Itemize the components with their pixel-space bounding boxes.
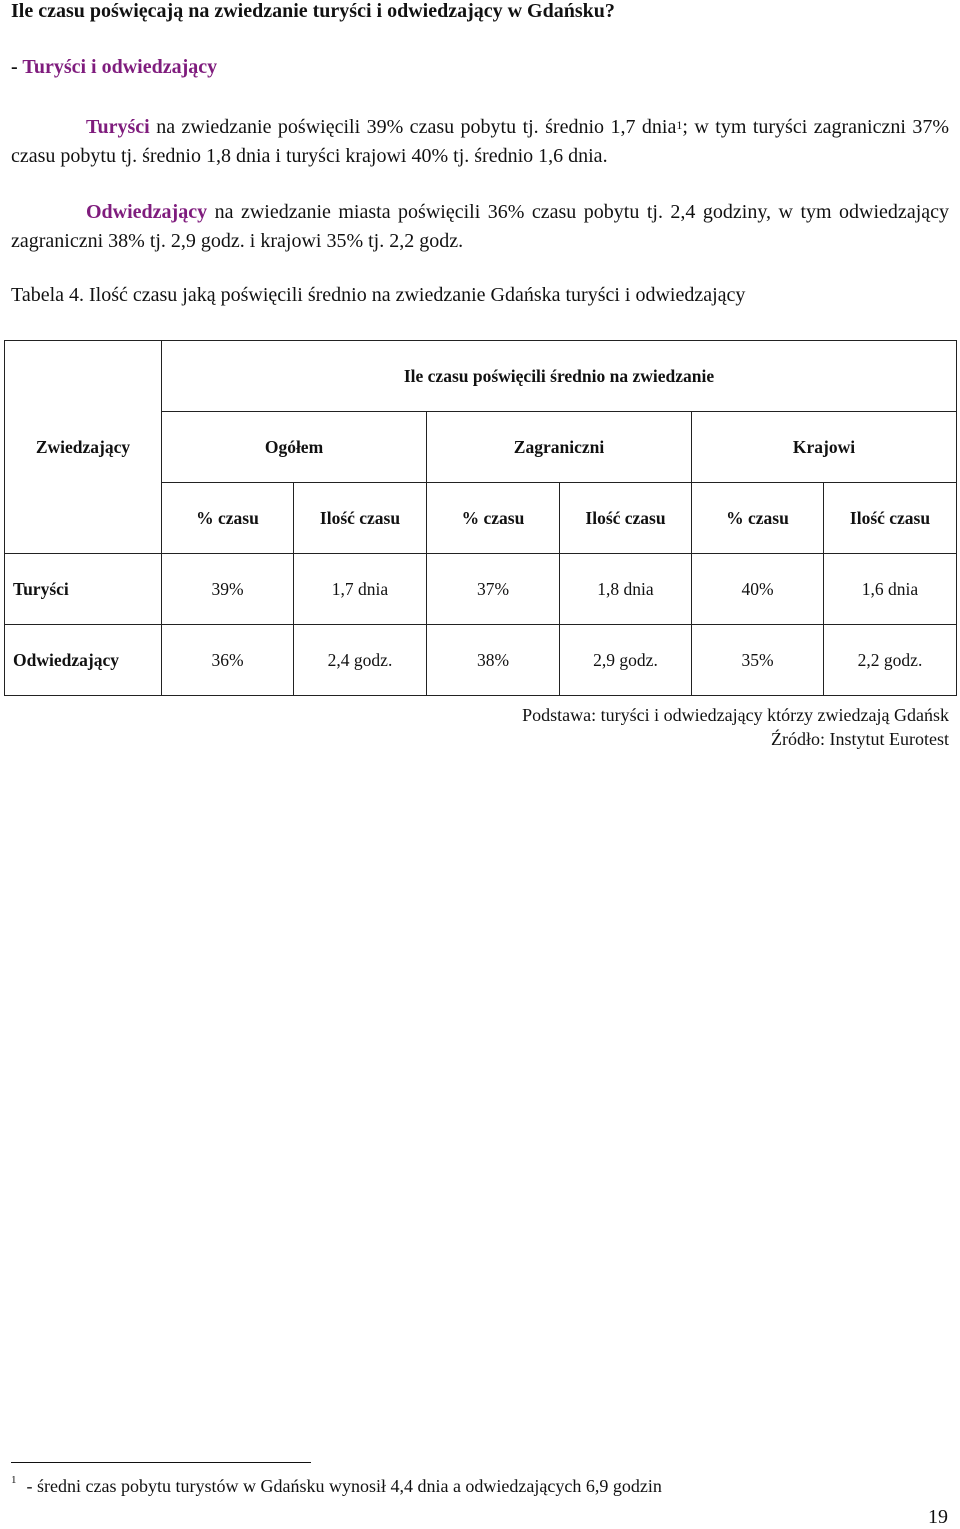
table-row-label: Turyści (5, 554, 162, 625)
table-cell: 1,8 dnia (560, 554, 692, 625)
page-number: 19 (928, 1506, 948, 1528)
paragraph-tourists-text-a: na zwiedzanie poświęcili 39% czasu pobytu tj. średnio 1,7 dnia (149, 116, 677, 138)
table-cell: 39% (162, 554, 294, 625)
footnote-text: - średni czas pobytu turystów w Gdańsku wynosił 4,4 dnia a odwiedzających 6,9 godzin (26, 1476, 662, 1496)
table-subcol-header: Ilość czasu (294, 483, 427, 554)
table-subcol-header: % czasu (692, 483, 824, 554)
paragraph-visitors-lead: Odwiedzający (86, 201, 208, 223)
table-cell: 2,2 godz. (824, 625, 957, 696)
paragraph-visitors (11, 198, 949, 256)
table-subcol-header: Ilość czasu (560, 483, 692, 554)
table-header-row-groups (5, 412, 957, 483)
table-row-header: Zwiedzający (5, 412, 162, 483)
paragraph-tourists-lead: Turyści (86, 116, 150, 138)
table-corner-bottom (5, 483, 162, 554)
footnote (11, 1476, 662, 1497)
table-corner-top (5, 341, 162, 412)
table-note-base: Podstawa: turyści i odwiedzający którzy zwiedzają Gdańsk (522, 705, 949, 725)
table-cell: 2,4 godz. (294, 625, 427, 696)
table-cell: 40% (692, 554, 824, 625)
section-subheading (11, 56, 217, 79)
table-cell: 38% (427, 625, 560, 696)
table-header-row-top (5, 341, 957, 412)
table-cell: 1,7 dnia (294, 554, 427, 625)
paragraph-tourists-text-b: ; w tym turyści zagraniczni 37% czasu pobytu tj. średnio 1,8 dnia i turyści krajowi 40% tj. średnio 1,6 dnia. (11, 116, 949, 167)
time-table (4, 340, 957, 696)
table-note-source: Źródło: Instytut Eurotest (771, 729, 949, 749)
table-cell: 37% (427, 554, 560, 625)
table-cell: 2,9 godz. (560, 625, 692, 696)
table-group-header: Zagraniczni (427, 412, 692, 483)
paragraph-visitors-text: na zwiedzanie miasta poświęcili 36% czasu pobytu tj. 2,4 godziny, w tym odwiedzający zagraniczni 38% tj. 2,9 godz. i krajowi 35% tj. 2,2 godz. (11, 201, 949, 252)
subheading-dash: - (11, 56, 23, 78)
table-caption: Tabela 4. Ilość czasu jaką poświęcili średnio na zwiedzanie Gdańska turyści i odwiedzający (11, 284, 746, 306)
table-subcol-header: Ilość czasu (824, 483, 957, 554)
footnote-divider (11, 1462, 311, 1463)
footnote-mark: 1 (11, 1474, 17, 1486)
table-row (5, 625, 957, 696)
paragraph-tourists (11, 113, 949, 171)
table-row (5, 554, 957, 625)
table-row-label: Odwiedzający (5, 625, 162, 696)
table-subcol-header: % czasu (427, 483, 560, 554)
table-cell: 1,6 dnia (824, 554, 957, 625)
table-header-row-subcols (5, 483, 957, 554)
table-group-header: Ogółem (162, 412, 427, 483)
table-cell: 36% (162, 625, 294, 696)
subheading-label: Turyści i odwiedzający (22, 56, 218, 78)
footnote-reference: 1 (676, 118, 683, 132)
table-cell: 35% (692, 625, 824, 696)
table-top-header: Ile czasu poświęcili średnio na zwiedzanie (162, 341, 957, 412)
table-subcol-header: % czasu (162, 483, 294, 554)
page-heading: Ile czasu poświęcają na zwiedzanie turyści i odwiedzający w Gdańsku? (11, 0, 615, 22)
table-group-header: Krajowi (692, 412, 957, 483)
